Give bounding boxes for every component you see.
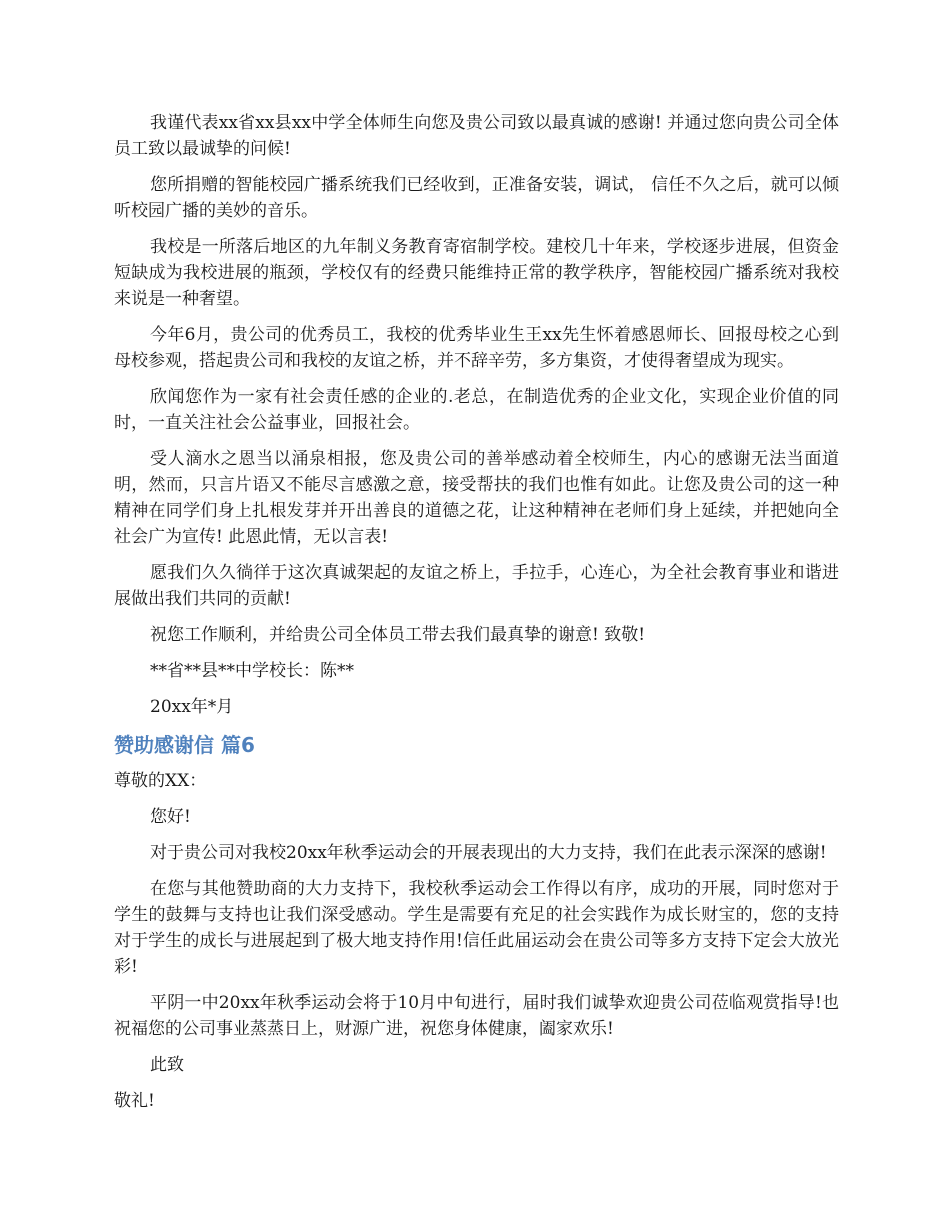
letter6-salutation: 尊敬的XX： [114,771,207,791]
letter5-paragraph-3: 我校是一所落后地区的九年制义务教育寄宿制学校。建校几十年来，学校逐步进展，但资金短缺成为我校进展的瓶颈，学校仅有的经费只能维持正常的教学秩序，智能校园广播系统对我校来说是一种奢望。 [114,237,839,309]
document-page [114,110,839,1124]
letter5-signature: **省**县**中学校长：陈** [150,661,354,681]
letter6-closing: 此致 [150,1055,184,1075]
letter6-paragraph-1: 对于贵公司对我校20xx年秋季运动会的开展表现出的大力支持，我们在此表示深深的感谢! [150,843,827,863]
letter5-paragraph-6: 受人滴水之恩当以涌泉相报，您及贵公司的善举感动着全校师生，内心的感谢无法当面道明，然而，只言片语又不能尽言感激之意，接受帮扶的我们也惟有如此。让您及贵公司的这一种精神在同学们身上扎根发芽并开出善良的道德之花，让这种精神在老师们身上延续，并把她向全社会广为宣传! 此恩此情，无以言表! [114,449,839,547]
letter5-paragraph-1: 我谨代表xx省xx县xx中学全体师生向您及贵公司致以最真诚的感谢! 并通过您向贵公司全体员工致以最诚挚的问候! [114,113,839,159]
letter5-paragraph-4: 今年6月，贵公司的优秀员工，我校的优秀毕业生王xx先生怀着感恩师长、回报母校之心到母校参观，搭起贵公司和我校的友谊之桥，并不辞辛劳，多方集资，才使得奢望成为现实。 [114,325,839,371]
letter5-paragraph-5: 欣闻您作为一家有社会责任感的企业的.老总，在制造优秀的企业文化，实现企业价值的同时，一直关注社会公益事业，回报社会。 [114,387,839,433]
letter5-paragraph-8: 祝您工作顺利，并给贵公司全体员工带去我们最真挚的谢意! 致敬! [150,625,646,645]
section-heading: 赞助感谢信 篇6 [114,733,255,757]
letter5-date: 20xx年*月 [150,697,234,717]
letter6-salute: 敬礼! [114,1091,155,1111]
letter6-paragraph-2: 在您与其他赞助商的大力支持下，我校秋季运动会工作得以有序，成功的开展，同时您对于学生的鼓舞与支持也让我们深受感动。学生是需要有充足的社会实践作为成长财宝的，您的支持对于学生的成长与进展起到了极大地支持作用!信任此届运动会在贵公司等多方支持下定会大放光彩! [114,879,839,977]
letter6-paragraph-3: 平阴一中20xx年秋季运动会将于10月中旬进行，届时我们诚挚欢迎贵公司莅临观赏指导!也祝福您的公司事业蒸蒸日上，财源广进，祝您身体健康，阖家欢乐! [114,993,839,1039]
letter6-greeting: 您好! [150,807,191,827]
letter5-paragraph-2: 您所捐赠的智能校园广播系统我们已经收到，正准备安装，调试， 信任不久之后，就可以倾听校园广播的美妙的音乐。 [114,175,839,221]
letter5-paragraph-7: 愿我们久久徜徉于这次真诚架起的友谊之桥上，手拉手，心连心，为全社会教育事业和谐进展做出我们共同的贡献! [114,563,839,609]
